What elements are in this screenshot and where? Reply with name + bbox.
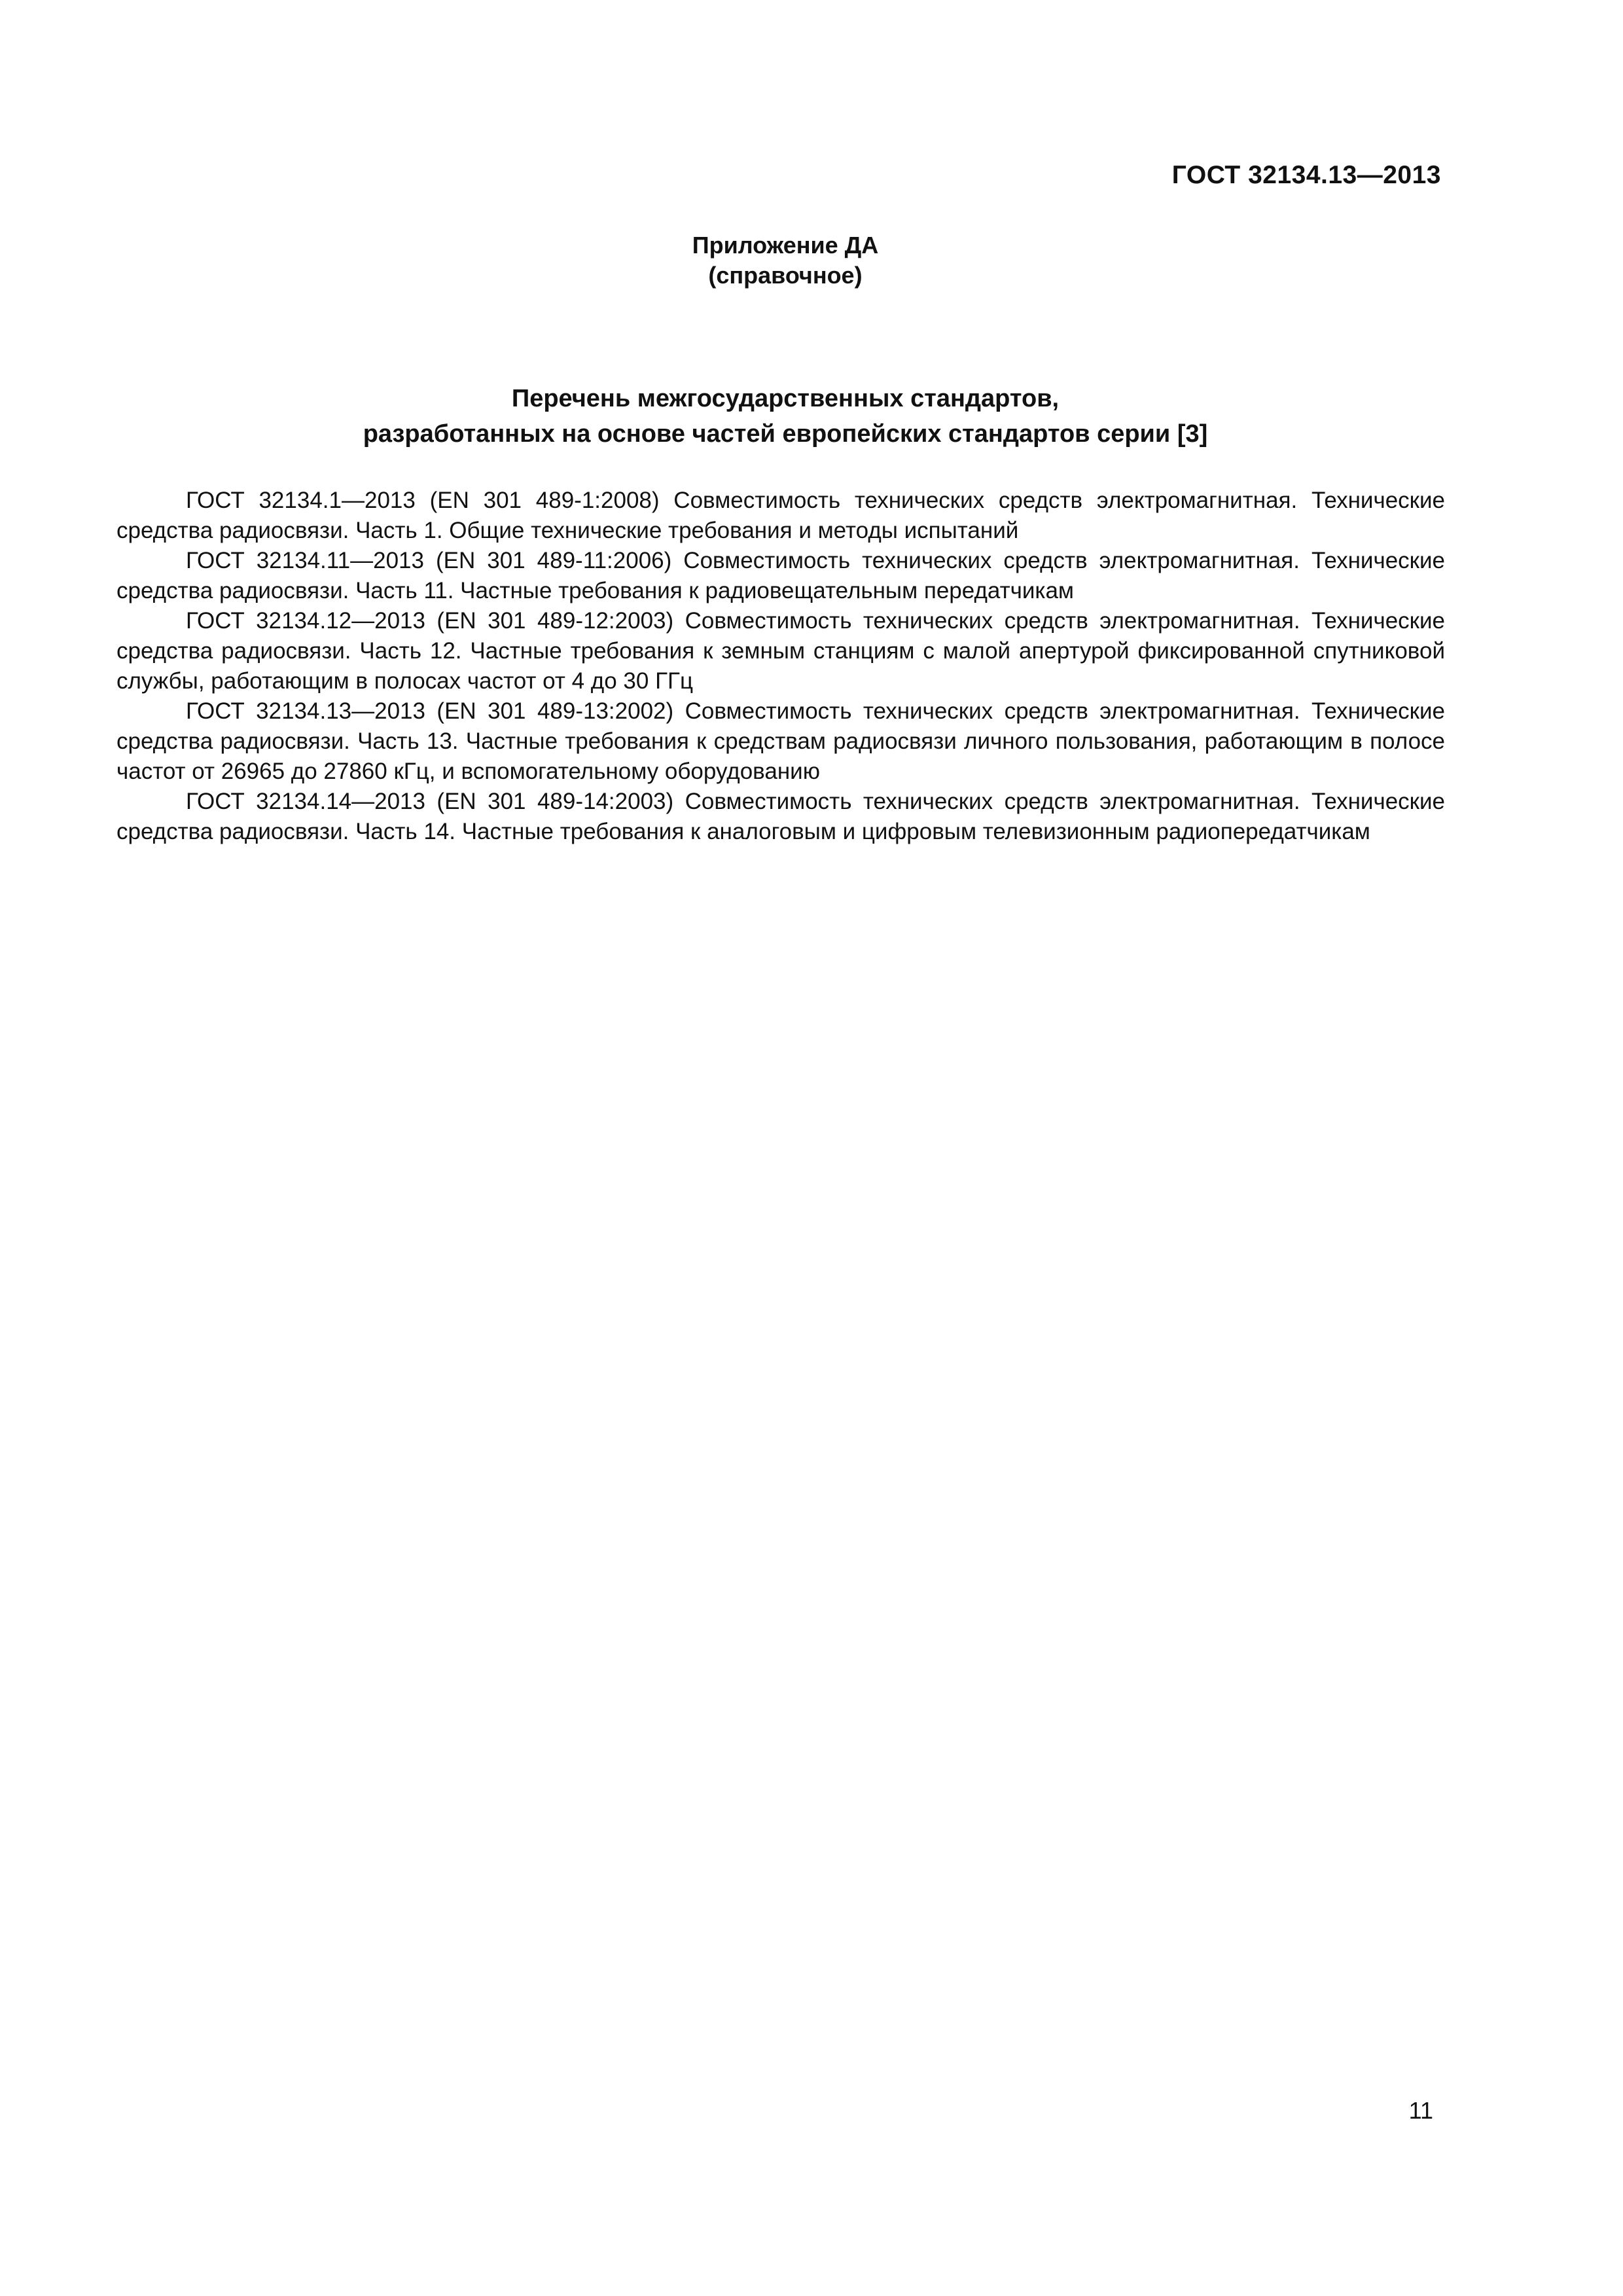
- list-item: ГОСТ 32134.12—2013 (EN 301 489-12:2003) Совместимость технических средств электромагнитная. Технические средства радиосвязи. Часть 12. Частные требования к земным станциям с малой апертурой фиксированной спутниковой службы, работающим в полосах частот от 4 до 30 ГГц: [116, 608, 1445, 694]
- appendix-heading: [0, 230, 1571, 291]
- appendix-subtitle: (справочное): [708, 262, 863, 289]
- standards-list: [116, 486, 1445, 847]
- list-item: ГОСТ 32134.13—2013 (EN 301 489-13:2002) Совместимость технических средств электромагнитная. Технические средства радиосвязи. Часть 13. Частные требования к средствам радиосвязи личного пользования, работающим в полосе частот от 26965 до 27860 кГц, и вспомогательному оборудованию: [116, 698, 1445, 784]
- section-title-line-2: разработанных на основе частей европейских стандартов серии [3]: [363, 420, 1208, 448]
- section-title-line-1: Перечень межгосударственных стандартов,: [511, 385, 1060, 412]
- appendix-title: Приложение ДА: [692, 232, 879, 259]
- list-item: ГОСТ 32134.14—2013 (EN 301 489-14:2003) Совместимость технических средств электромагнитная. Технические средства радиосвязи. Часть 14. Частные требования к аналоговым и цифровым телевизионным радиопередатчикам: [116, 789, 1445, 844]
- document-code: ГОСТ 32134.13—2013: [1171, 161, 1441, 189]
- section-title: [0, 381, 1571, 452]
- page-number: 11: [1408, 2097, 1433, 2124]
- list-item: ГОСТ 32134.11—2013 (EN 301 489-11:2006) Совместимость технических средств электромагнитная. Технические средства радиосвязи. Часть 11. Частные требования к радиовещательным передатчикам: [116, 548, 1445, 603]
- list-item: ГОСТ 32134.1—2013 (EN 301 489-1:2008) Совместимость технических средств электромагнитная. Технические средства радиосвязи. Часть 1. Общие технические требования и методы испытаний: [116, 488, 1445, 543]
